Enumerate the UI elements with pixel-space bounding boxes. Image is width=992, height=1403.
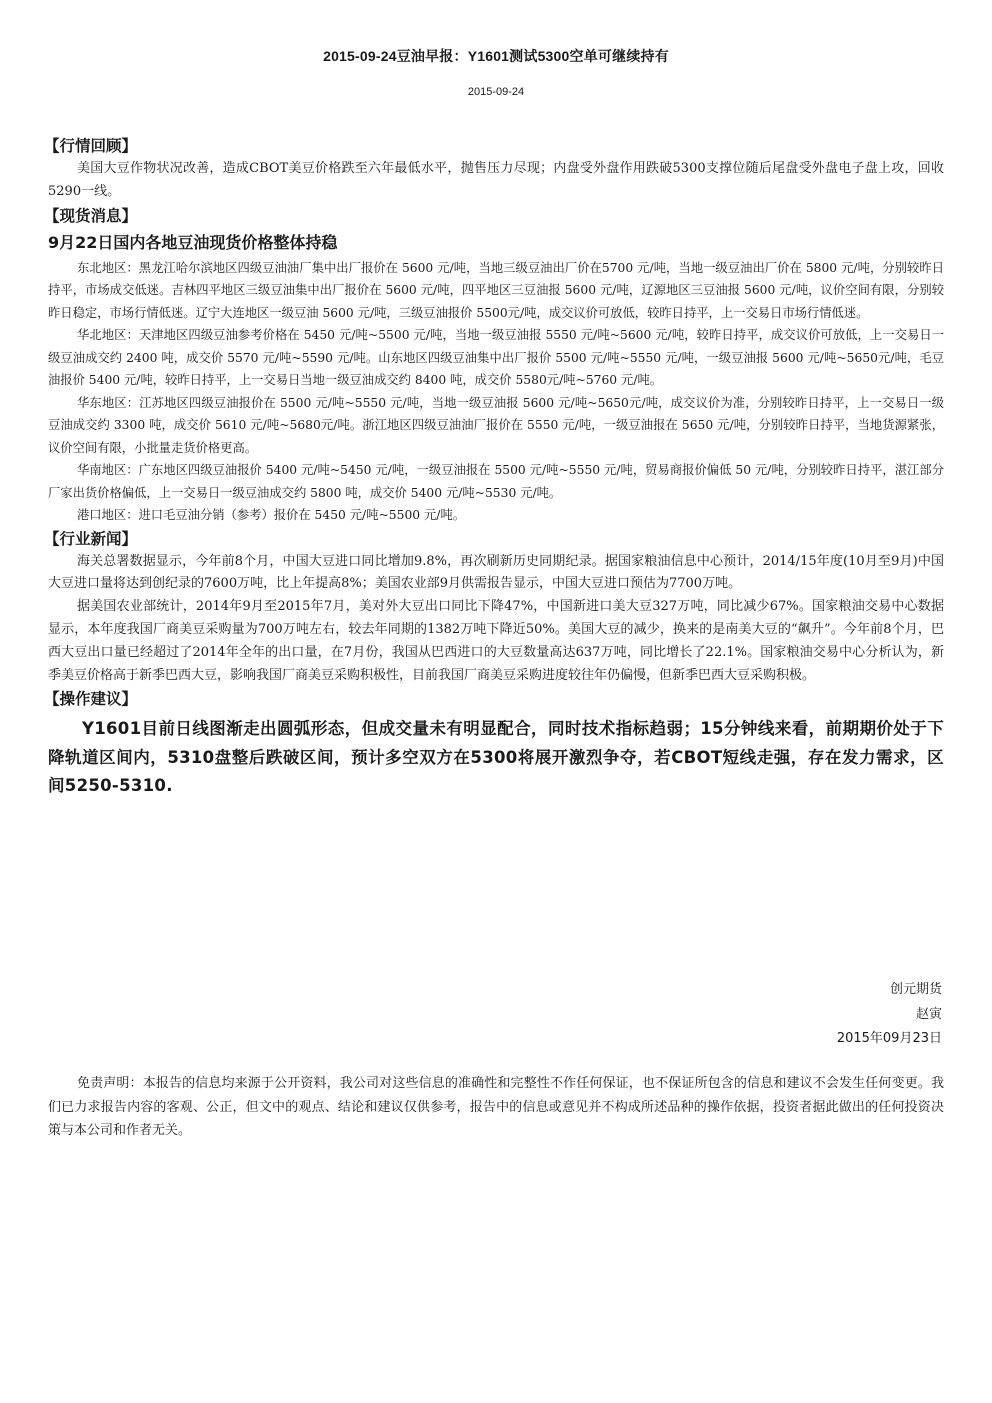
disclaimer-text: 免责声明：本报告的信息均来源于公开资料，我公司对这些信息的准确性和完整性不作任何保证，也不保证所包含的信息和建议不会发生任何变更。我们已力求报告内容的客观、公正，但文中的观点、结论和建议仅供参考，报告中的信息或意见并不构成所述品种的操作依据，投资者据此做出的任何投资决策与本公司和作者无关。 xyxy=(48,1076,944,1138)
market-review-text: 美国大豆作物状况改善，造成CBOT美豆价格跌至六年最低水平，抛售压力尽现；内盘受外盘作用跌破5300支撑位随后尾盘受外盘电子盘上攻，回收5290一线。 xyxy=(48,161,944,199)
industry-news-paragraph-2: 据美国农业部统计，2014年9月至2015年7月，美对外大豆出口同比下降47%，中国新进口美大豆327万吨，同比减少67%。国家粮油交易中心数据显示，本年度我国厂商美豆采购量为700万吨左右，较去年同期的1382万吨下降近50%。美国大豆的减少，换来的是南美大豆的“飙升”。今年前8个月，巴西大豆出口量已经超过了2014年全年的出口量，在7月份，我国从巴西进口的大豆数量高达637万吨，同比增长了22.1%。国家粮油交易中心分析认为，新季美豆价格高于新季巴西大豆，影响我国厂商美豆采购积极性，目前我国厂商美豆采购进度较往年仍偏慢，但新季巴西大豆采购积极。 xyxy=(48,599,944,683)
operation-advice-heading: 【操作建议】 xyxy=(44,690,138,709)
document-date: 2015-09-24 xyxy=(467,86,525,98)
spot-news-heading: 【现货消息】 xyxy=(44,206,138,225)
signature-date: 2015年09月23日 xyxy=(836,1031,942,1046)
signature-company: 创元期货 xyxy=(889,982,942,997)
market-review-heading: 【行情回顾】 xyxy=(44,137,138,155)
spot-news-north: 华北地区：天津地区四级豆油参考价格在 5450 元/吨~5500 元/吨，当地一级豆油报 5550 元/吨~5600 元/吨，较昨日持平，成交议价可放低，上一交易日一级豆油成交约 2400 吨，成交价 5570 元/吨~5590 元/吨。山东地区四级豆油集中出厂报价 5500 元/吨~5550 元/吨，一级豆油报 5600 元/吨~5650元/吨，毛豆油报价 5400 元/吨，较昨日持平，上一交易日当地一级豆油成交约 8400 吨，成交价 5580元/吨~5760 元/吨。 xyxy=(48,328,944,388)
spot-news-port: 港口地区：进口毛豆油分销（参考）报价在 5450 元/吨~5500 元/吨。 xyxy=(77,508,466,523)
spot-news-east: 华东地区：江苏地区四级豆油报价在 5500 元/吨~5550 元/吨，当地一级豆油报 5600 元/吨~5650元/吨，成交议价为准，分别较昨日持平，上一交易日一级豆油成交约 3300 吨，成交价 5610 元/吨~5680元/吨。浙江地区四级豆油油厂报价在 5550 元/吨，一级豆油报在 5650 元/吨，分别较昨日持平，当地货源紧张，议价空间有限，小批量走货价格更高。 xyxy=(48,395,944,455)
operation-advice-text: Y1601目前日线图渐走出圆弧形态，但成交量未有明显配合，同时技术指标趋弱；15分钟线来看，前期期价处于下降轨道区间内，5310盘整后跌破区间，预计多空双方在5300将展开激烈争夺，若CBOT短线走强，存在发力需求，区间5250-5310. xyxy=(48,719,944,796)
spot-news-subheading: 9月22日国内各地豆油现货价格整体持稳 xyxy=(48,232,338,252)
signature-author: 赵寅 xyxy=(915,1006,942,1022)
industry-news-paragraph-1: 海关总署数据显示，今年前8个月，中国大豆进口同比增加9.8%，再次刷新历史同期纪录。据国家粮油信息中心预计，2014/15年度(10月至9月)中国大豆进口量将达到创纪录的7600万吨，比上年提高8%；美国农业部9月供需报告显示，中国大豆进口预估为7700万吨。 xyxy=(48,553,944,592)
document-title: 2015-09-24豆油早报：Y1601测试5300空单可继续持有 xyxy=(323,48,669,64)
spot-news-northeast: 东北地区：黑龙江哈尔滨地区四级豆油油厂集中出厂报价在 5600 元/吨，当地三级豆油出厂价在5700 元/吨，当地一级豆油出厂价在 5800 元/吨，分别较昨日持平，市场成交低迷。吉林四平地区三级豆油集中出厂报价在 5600 元/吨，四平地区三豆油报 5600 元/吨，辽源地区三豆油报 5600 元/吨，议价空间有限，分别较昨日稳定，市场行情低迷。辽宁大连地区一级豆油 5600 元/吨，三级豆油报价 5500元/吨，成交议价可放低，较昨日持平，上一交易日市场行情低迷。 xyxy=(48,260,944,320)
spot-news-south: 华南地区：广东地区四级豆油报价 5400 元/吨~5450 元/吨，一级豆油报在 5500 元/吨~5550 元/吨，贸易商报价偏低 50 元/吨，分别较昨日持平，湛江部分厂家出货价格偏低，上一交易日一级豆油成交约 5800 吨，成交价 5400 元/吨~5530 元/吨。 xyxy=(48,463,944,500)
industry-news-heading: 【行业新闻】 xyxy=(44,529,138,548)
report-body xyxy=(44,134,944,801)
signature-block xyxy=(837,978,942,1052)
